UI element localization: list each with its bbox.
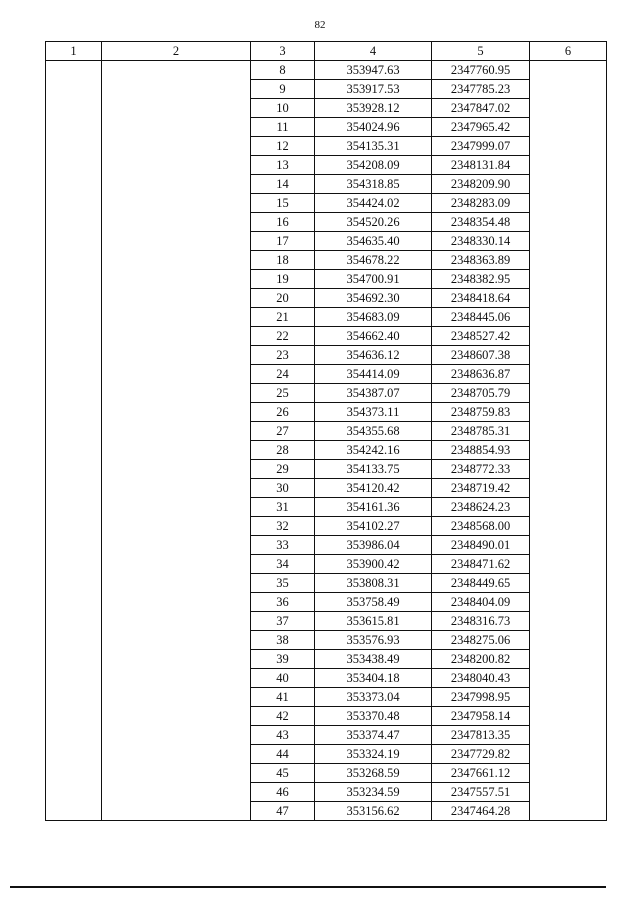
y-coordinate-cell: 2348785.31 (432, 422, 530, 441)
point-number-cell: 24 (251, 365, 315, 384)
y-coordinate-cell: 2348854.93 (432, 441, 530, 460)
point-number-cell: 14 (251, 175, 315, 194)
point-number-cell: 19 (251, 270, 315, 289)
point-number-cell: 47 (251, 802, 315, 821)
y-coordinate-cell: 2348624.23 (432, 498, 530, 517)
y-coordinate-cell: 2348719.42 (432, 479, 530, 498)
point-number-cell: 30 (251, 479, 315, 498)
x-coordinate-cell: 353615.81 (315, 612, 432, 631)
point-number-cell: 23 (251, 346, 315, 365)
y-coordinate-cell: 2348636.87 (432, 365, 530, 384)
column-header-3: 3 (251, 42, 315, 61)
y-coordinate-cell: 2348759.83 (432, 403, 530, 422)
y-coordinate-cell: 2347729.82 (432, 745, 530, 764)
x-coordinate-cell: 354102.27 (315, 517, 432, 536)
footer-rule (10, 886, 606, 888)
point-number-cell: 37 (251, 612, 315, 631)
x-coordinate-cell: 353324.19 (315, 745, 432, 764)
x-coordinate-cell: 354133.75 (315, 460, 432, 479)
point-number-cell: 15 (251, 194, 315, 213)
column-header-2: 2 (102, 42, 251, 61)
y-coordinate-cell: 2348772.33 (432, 460, 530, 479)
point-number-cell: 12 (251, 137, 315, 156)
x-coordinate-cell: 354242.16 (315, 441, 432, 460)
point-number-cell: 27 (251, 422, 315, 441)
x-coordinate-cell: 353373.04 (315, 688, 432, 707)
x-coordinate-cell: 353576.93 (315, 631, 432, 650)
y-coordinate-cell: 2348330.14 (432, 232, 530, 251)
point-number-cell: 39 (251, 650, 315, 669)
point-number-cell: 34 (251, 555, 315, 574)
x-coordinate-cell: 353404.18 (315, 669, 432, 688)
point-number-cell: 42 (251, 707, 315, 726)
y-coordinate-cell: 2348131.84 (432, 156, 530, 175)
x-coordinate-cell: 354024.96 (315, 118, 432, 137)
x-coordinate-cell: 353156.62 (315, 802, 432, 821)
x-coordinate-cell: 354318.85 (315, 175, 432, 194)
x-coordinate-cell: 354355.68 (315, 422, 432, 441)
point-number-cell: 28 (251, 441, 315, 460)
point-number-cell: 8 (251, 61, 315, 80)
x-coordinate-cell: 353917.53 (315, 80, 432, 99)
x-coordinate-cell: 353374.47 (315, 726, 432, 745)
blank-cell-col-2 (102, 61, 251, 821)
y-coordinate-cell: 2347813.35 (432, 726, 530, 745)
point-number-cell: 13 (251, 156, 315, 175)
page-number: 82 (314, 19, 326, 31)
y-coordinate-cell: 2348275.06 (432, 631, 530, 650)
point-number-cell: 45 (251, 764, 315, 783)
point-number-cell: 32 (251, 517, 315, 536)
x-coordinate-cell: 354414.09 (315, 365, 432, 384)
x-coordinate-cell: 354120.42 (315, 479, 432, 498)
point-number-cell: 22 (251, 327, 315, 346)
point-number-cell: 11 (251, 118, 315, 137)
x-coordinate-cell: 354635.40 (315, 232, 432, 251)
point-number-cell: 35 (251, 574, 315, 593)
point-number-cell: 18 (251, 251, 315, 270)
blank-cell-col-1 (46, 61, 102, 821)
y-coordinate-cell: 2347847.02 (432, 99, 530, 118)
table-header-row (46, 42, 607, 61)
point-number-cell: 21 (251, 308, 315, 327)
x-coordinate-cell: 354387.07 (315, 384, 432, 403)
point-number-cell: 31 (251, 498, 315, 517)
column-header-1: 1 (46, 42, 102, 61)
point-number-cell: 40 (251, 669, 315, 688)
y-coordinate-cell: 2348418.64 (432, 289, 530, 308)
y-coordinate-cell: 2348471.62 (432, 555, 530, 574)
y-coordinate-cell: 2347785.23 (432, 80, 530, 99)
x-coordinate-cell: 353986.04 (315, 536, 432, 555)
point-number-cell: 10 (251, 99, 315, 118)
y-coordinate-cell: 2348568.00 (432, 517, 530, 536)
point-number-cell: 33 (251, 536, 315, 555)
x-coordinate-cell: 353438.49 (315, 650, 432, 669)
point-number-cell: 17 (251, 232, 315, 251)
y-coordinate-cell: 2348200.82 (432, 650, 530, 669)
y-coordinate-cell: 2348382.95 (432, 270, 530, 289)
y-coordinate-cell: 2347557.51 (432, 783, 530, 802)
x-coordinate-cell: 354161.36 (315, 498, 432, 517)
point-number-cell: 44 (251, 745, 315, 764)
y-coordinate-cell: 2348209.90 (432, 175, 530, 194)
x-coordinate-cell: 354520.26 (315, 213, 432, 232)
x-coordinate-cell: 354662.40 (315, 327, 432, 346)
point-number-cell: 43 (251, 726, 315, 745)
point-number-cell: 46 (251, 783, 315, 802)
y-coordinate-cell: 2347464.28 (432, 802, 530, 821)
x-coordinate-cell: 354683.09 (315, 308, 432, 327)
x-coordinate-cell: 354636.12 (315, 346, 432, 365)
table-row (46, 61, 607, 80)
x-coordinate-cell: 354692.30 (315, 289, 432, 308)
y-coordinate-cell: 2348445.06 (432, 308, 530, 327)
y-coordinate-cell: 2348363.89 (432, 251, 530, 270)
point-number-cell: 25 (251, 384, 315, 403)
x-coordinate-cell: 353234.59 (315, 783, 432, 802)
coordinates-table (45, 41, 607, 821)
point-number-cell: 26 (251, 403, 315, 422)
x-coordinate-cell: 353900.42 (315, 555, 432, 574)
y-coordinate-cell: 2348404.09 (432, 593, 530, 612)
point-number-cell: 36 (251, 593, 315, 612)
x-coordinate-cell: 353947.63 (315, 61, 432, 80)
y-coordinate-cell: 2348040.43 (432, 669, 530, 688)
x-coordinate-cell: 353268.59 (315, 764, 432, 783)
x-coordinate-cell: 353758.49 (315, 593, 432, 612)
x-coordinate-cell: 354678.22 (315, 251, 432, 270)
x-coordinate-cell: 353928.12 (315, 99, 432, 118)
y-coordinate-cell: 2347998.95 (432, 688, 530, 707)
x-coordinate-cell: 354373.11 (315, 403, 432, 422)
point-number-cell: 41 (251, 688, 315, 707)
x-coordinate-cell: 354424.02 (315, 194, 432, 213)
point-number-cell: 29 (251, 460, 315, 479)
y-coordinate-cell: 2348705.79 (432, 384, 530, 403)
y-coordinate-cell: 2348316.73 (432, 612, 530, 631)
y-coordinate-cell: 2347760.95 (432, 61, 530, 80)
point-number-cell: 20 (251, 289, 315, 308)
x-coordinate-cell: 354208.09 (315, 156, 432, 175)
point-number-cell: 38 (251, 631, 315, 650)
x-coordinate-cell: 353370.48 (315, 707, 432, 726)
table-body (46, 61, 607, 821)
x-coordinate-cell: 354700.91 (315, 270, 432, 289)
y-coordinate-cell: 2348490.01 (432, 536, 530, 555)
column-header-4: 4 (315, 42, 432, 61)
column-header-5: 5 (432, 42, 530, 61)
point-number-cell: 16 (251, 213, 315, 232)
y-coordinate-cell: 2347965.42 (432, 118, 530, 137)
x-coordinate-cell: 354135.31 (315, 137, 432, 156)
column-header-6: 6 (530, 42, 607, 61)
y-coordinate-cell: 2348283.09 (432, 194, 530, 213)
blank-cell-col-6 (530, 61, 607, 821)
y-coordinate-cell: 2348449.65 (432, 574, 530, 593)
point-number-cell: 9 (251, 80, 315, 99)
y-coordinate-cell: 2348607.38 (432, 346, 530, 365)
y-coordinate-cell: 2347661.12 (432, 764, 530, 783)
x-coordinate-cell: 353808.31 (315, 574, 432, 593)
y-coordinate-cell: 2347958.14 (432, 707, 530, 726)
y-coordinate-cell: 2347999.07 (432, 137, 530, 156)
y-coordinate-cell: 2348354.48 (432, 213, 530, 232)
y-coordinate-cell: 2348527.42 (432, 327, 530, 346)
